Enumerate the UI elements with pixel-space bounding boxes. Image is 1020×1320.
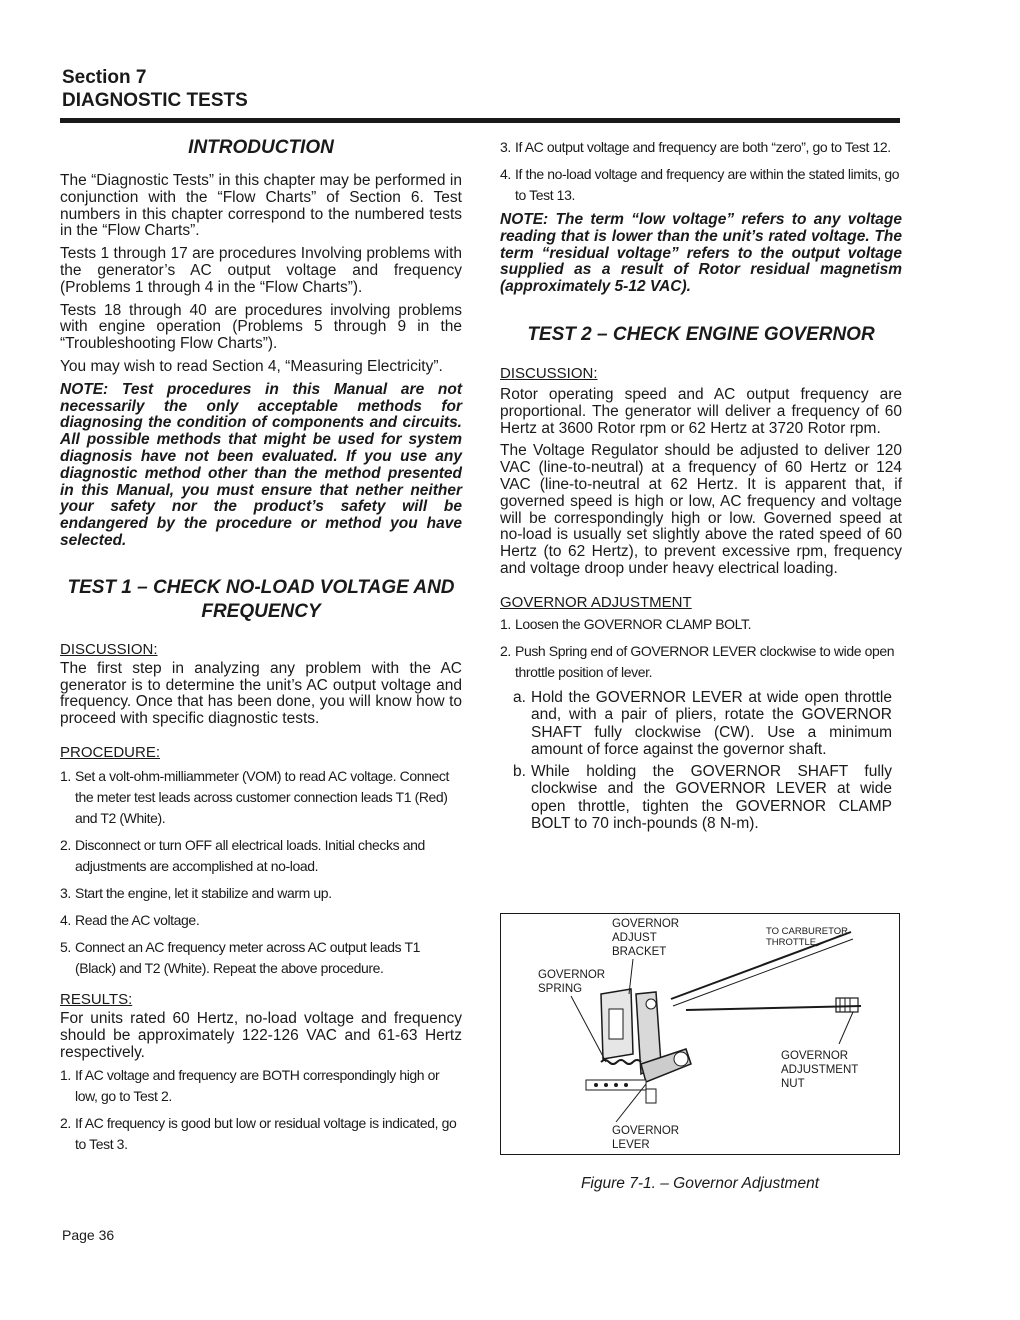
intro-paragraph-1: The “Diagnostic Tests” in this chapter may be performed in conjunction with the “Flow Charts” of Section 6. Test numbers in this chapter correspond to the numbered tests in the “Flow Charts”. [60,172,462,240]
header-rule [60,118,900,123]
step-number: 2. [60,836,71,853]
adjustment-nut-shape [836,998,858,1012]
step-number: 5. [60,938,71,955]
intro-paragraph-3: Tests 18 through 40 are procedures involving problems with engine operation (Problems 5 through 9 in the “Troubleshooting Flow Charts”). [60,301,462,353]
results-step [60,1113,462,1155]
test2-discussion-label: DISCUSSION: [500,364,598,382]
step-number: 4. [500,166,511,182]
step-text: Push Spring end of GOVERNOR LEVER clockwise to wide open throttle position of lever. [515,642,895,680]
step-text: If AC output voltage and frequency are both “zero”, go to Test 12. [515,139,891,155]
results-step [500,137,902,158]
section-title: DIAGNOSTIC TESTS [62,90,248,111]
substep-text: Hold the GOVERNOR LEVER at wide open throttle and, with a pair of pliers, rotate the GOVERNOR SHAFT fully clockwise (CW). Use a minimum amount of force against the governor shaft. [531,688,892,759]
procedure-step [60,766,462,829]
procedure-step [60,910,462,931]
adjustment-substeps [500,689,892,833]
intro-paragraph-4: You may wish to read Section 4, “Measuring Electricity”. [60,357,443,375]
intro-note: NOTE: Test procedures in this Manual are not necessarily the only acceptable methods for diagnosing the condition of components and circuits. All possible methods that might be used for system diagnosis have not been evaluated. If you use any diagnostic method other than the method presented in this Manual, you must ensure that nether neither your safety nor the product’s safety will be endangered by the procedure or method you have selected. [60,380,462,549]
label-governor-adjust-bracket: GOVERNOR ADJUST BRACKET [612,918,680,958]
results-step [60,1065,462,1107]
step-number: 4. [60,911,71,928]
substep-letter: a. [513,688,526,706]
section-number: Section 7 [62,67,147,88]
page-header [62,66,902,112]
substep-letter: b. [513,762,526,780]
procedure-list [60,766,462,979]
step-number: 1. [60,1067,71,1084]
test2-heading: TEST 2 – CHECK ENGINE GOVERNOR [527,323,875,345]
step-text: Start the engine, let it stabilize and warm up. [75,884,332,901]
bracket-slot [609,1009,623,1039]
results-list-continued [500,137,902,206]
label-to-carburetor-throttle: TO CARBURETOR THROTTLE [766,926,848,948]
label-governor-spring: GOVERNOR SPRING [538,969,606,995]
right-column [500,137,902,837]
substep-text: While holding the GOVERNOR SHAFT fully clockwise and the GOVERNOR LEVER at wide open throttle, tighten the GOVERNOR CLAMP BOLT to 70 inch-pounds (8 N-m). [531,762,892,833]
step-text: Set a volt-ohm-milliammeter (VOM) to read AC voltage. Connect the meter test leads across customer connection leads T1 (Red) and T2 (White). [75,767,449,826]
governor-illustration [501,914,899,1154]
step-number: 2. [60,1115,71,1132]
step-number: 2. [500,642,511,659]
step-number: 1. [60,767,71,784]
step-text: If AC frequency is good but low or residual voltage is indicated, go to Test 3. [75,1115,457,1153]
step-text: Disconnect or turn OFF all electrical loads. Initial checks and adjustments are accomplished at no-load. [75,836,425,874]
step-number: 3. [500,139,511,155]
test2-discussion-paragraph-2: The Voltage Regulator should be adjusted to deliver 120 VAC (line-to-neutral) at a frequency of 60 Hertz or 124 VAC (line-to-neutral at 62 Hertz. It is apparent that, if governed speed is high or low, AC frequency and voltage will be correspondingly high or low. Governed speed at no-load is usually set slightly above the rated speed of 60 Hertz (to 62 Hertz), to prevent excessive rpm, frequency and voltage droop under heavy electrical loading. [500,442,902,577]
left-column [60,136,462,1161]
figure-caption: Figure 7-1. – Governor Adjustment [580,1175,820,1192]
label-governor-adjustment-nut: GOVERNOR ADJUSTMENT NUT [781,1050,859,1090]
test1-heading-line2: FREQUENCY [201,600,321,622]
test1-discussion-label: DISCUSSION: [60,640,158,658]
page-number: Page 36 [62,1227,115,1243]
intro-paragraph-2: Tests 1 through 17 are procedures Involving problems with the generator’s AC output voltage and frequency (Problems 1 through 4 in the “Flow Charts”). [60,245,462,296]
results-label: RESULTS: [60,990,133,1008]
label-governor-lever: GOVERNOR LEVER [612,1125,680,1151]
adjust-rod [686,1006,861,1010]
governor-figure [500,913,900,1155]
spring-shape [601,1060,641,1064]
governor-adjustment-label: GOVERNOR ADJUSTMENT [500,593,692,611]
step-text: If AC voltage and frequency are BOTH correspondingly high or low, go to Test 2. [75,1067,440,1105]
adjustment-step [500,614,902,635]
procedure-step [60,883,462,904]
introduction-heading: INTRODUCTION [188,137,334,158]
procedure-step [60,937,462,979]
step-number: 1. [500,615,511,632]
results-text: For units rated 60 Hertz, no-load voltage and frequency should be approximately 122-126 VAC and 61-63 Hertz respectively. [60,1009,462,1061]
test1-discussion-text: The first step in analyzing any problem with the AC generator is to determine the unit’s AC output voltage and frequency. Once that has been done, you will know how to proceed with specific diagnostic tests. [60,659,462,728]
results-step [500,164,902,206]
adjustment-list [500,614,902,683]
results-list [60,1065,462,1155]
voltage-note: NOTE: The term “low voltage” refers to any voltage reading that is lower than the unit’s rated voltage. The term “residual voltage” refers to the output voltage supplied as a result of Rotor residual magnetism (approximately 5-12 VAC). [500,211,902,296]
test2-discussion-paragraph-1: Rotor operating speed and AC output frequency are proportional. The generator will deliver a frequency of 60 Hertz at 3600 Rotor rpm or 62 Hertz at 3720 Rotor rpm. [500,385,902,437]
throttle-rod-edge [673,939,853,1006]
test1-heading-line1: TEST 1 – CHECK NO-LOAD VOLTAGE AND [67,576,455,598]
step-number: 3. [60,884,71,901]
step-text: Read the AC voltage. [75,911,200,928]
adjustment-step [500,641,902,683]
step-text: If the no-load voltage and frequency are within the stated limits, go to Test 13. [515,166,900,203]
procedure-label: PROCEDURE: [60,743,161,761]
step-text: Connect an AC frequency meter across AC output leads T1 (Black) and T2 (White). Repeat the above procedure. [75,938,421,976]
step-text: Loosen the GOVERNOR CLAMP BOLT. [515,615,752,632]
adjustment-substep [500,689,892,759]
adjustment-substep [500,763,892,833]
procedure-step [60,835,462,877]
